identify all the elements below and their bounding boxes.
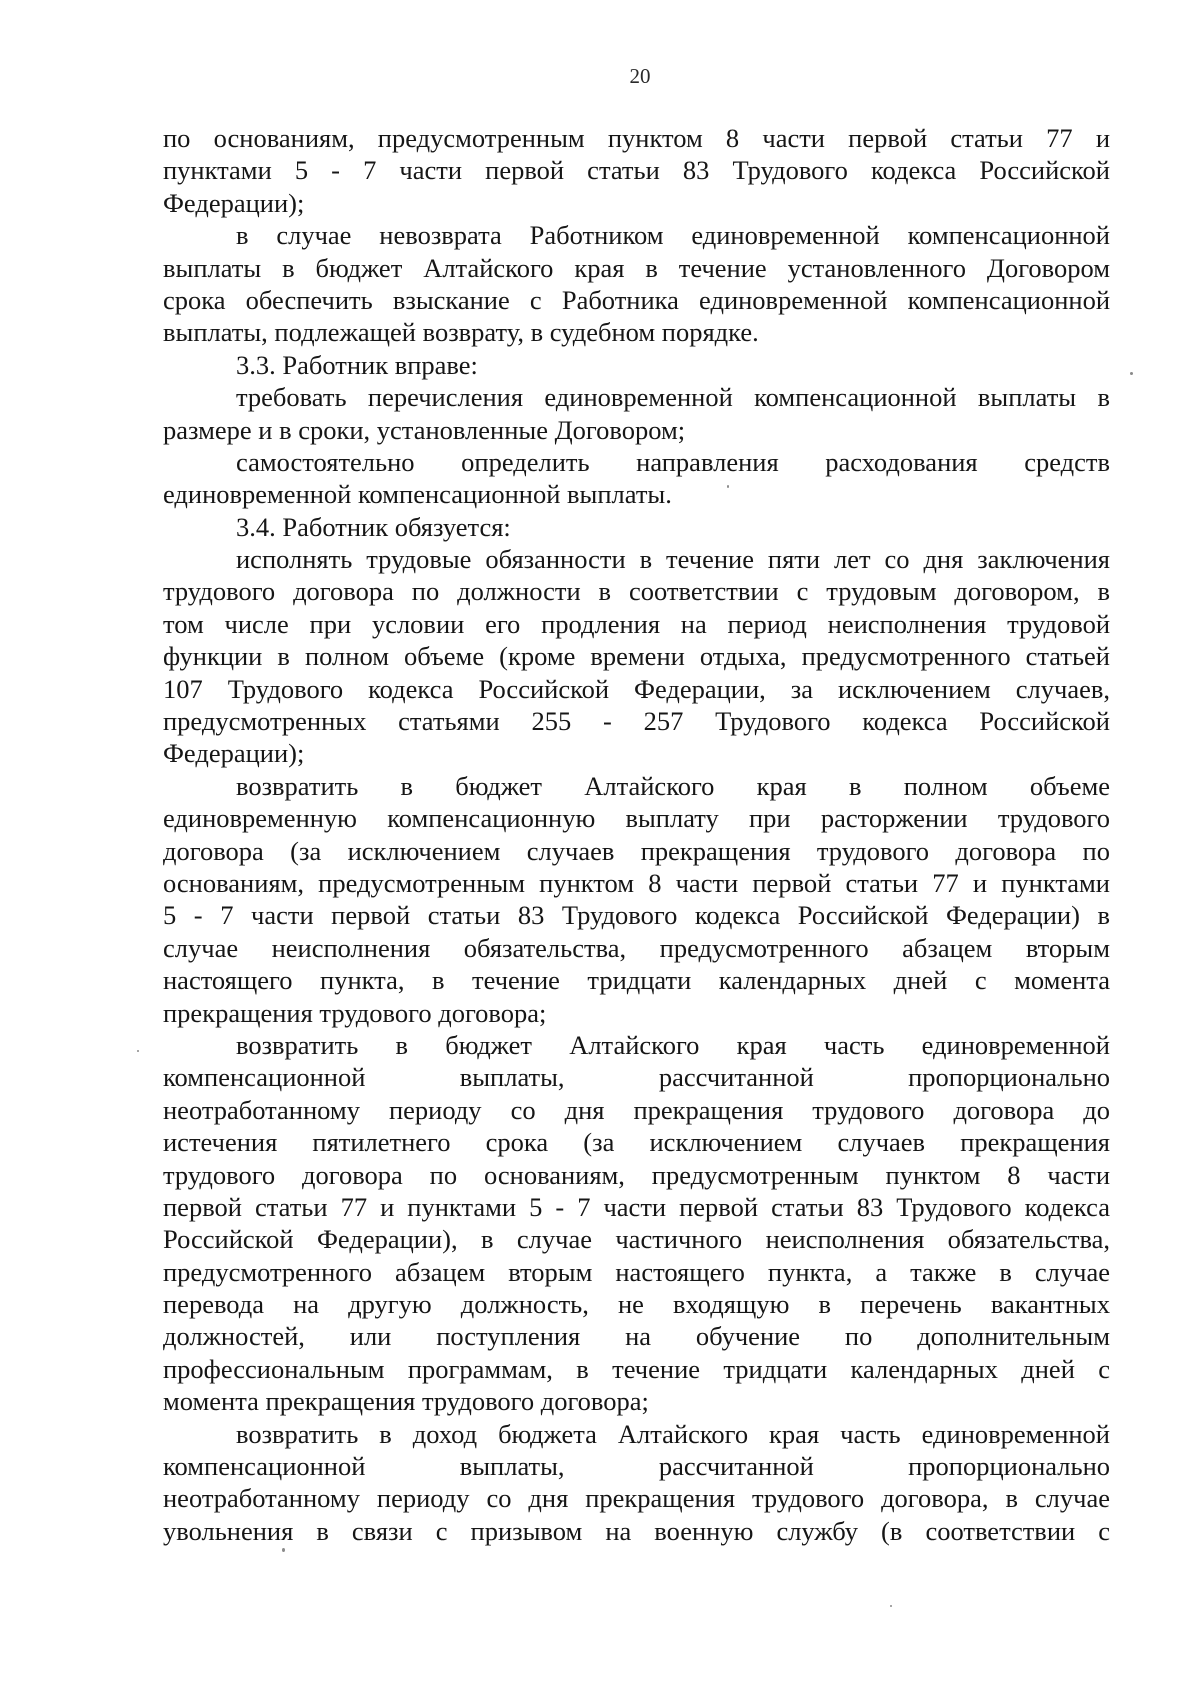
text-line: профессиональным программам, в течение тридцати календарных дней с: [163, 1353, 1110, 1384]
text-line: требовать перечисления единовременной компенсационной выплаты в: [236, 382, 1110, 413]
text-line: возвратить в бюджет Алтайского края часть единовременной: [236, 1029, 1110, 1060]
text-line: компенсационной выплаты, рассчитанной пропорционально: [163, 1062, 1110, 1093]
section-heading: 3.4. Работник обязуется:: [236, 511, 511, 542]
text-line: настоящего пункта, в течение тридцати календарных дней с момента: [163, 965, 1110, 996]
text-line: предусмотренных статьями 255 - 257 Трудового кодекса Российской: [163, 706, 1110, 737]
text-line: перевода на другую должность, не входящую в перечень вакантных: [163, 1289, 1110, 1320]
scan-speck: [282, 1548, 285, 1552]
text-line: первой статьи 77 и пунктами 5 - 7 части первой статьи 83 Трудового кодекса: [163, 1191, 1110, 1222]
text-line: единовременную компенсационную выплату при расторжении трудового: [163, 803, 1110, 834]
text-line: выплаты в бюджет Алтайского края в течение установленного Договором: [163, 252, 1110, 283]
text-line: срока обеспечить взыскание с Работника единовременной компенсационной: [163, 284, 1110, 315]
text-line: самостоятельно определить направления расходования средств: [236, 446, 1110, 477]
text-line: прекращения трудового договора;: [163, 997, 547, 1028]
text-line: функции в полном объеме (кроме времени отдыха, предусмотренного статьей: [163, 641, 1110, 672]
text-line: по основаниям, предусмотренным пунктом 8 части первой статьи 77 и: [163, 123, 1110, 153]
text-line: Федерации);: [163, 738, 305, 769]
text-line: том числе при условии его продления на период неисполнения трудовой: [163, 608, 1110, 639]
text-line: неотработанному периоду со дня прекращения трудового договора, в случае: [163, 1483, 1110, 1514]
text-line: Федерации);: [163, 187, 305, 218]
text-line: Российской Федерации), в случае частичного неисполнения обязательства,: [163, 1224, 1110, 1255]
scan-speck: [727, 485, 729, 488]
text-line: договора (за исключением случаев прекращения трудового договора по: [163, 835, 1110, 866]
scan-speck: [890, 1605, 892, 1607]
text-line: в случае невозврата Работником единовременной компенсационной: [236, 220, 1110, 251]
page-number: 20: [629, 64, 651, 88]
text-line: 5 - 7 части первой статьи 83 Трудового кодекса Российской Федерации) в: [163, 900, 1110, 931]
document-body: [163, 122, 1110, 1547]
text-line: неотработанному периоду со дня прекращения трудового договора до: [163, 1094, 1110, 1125]
text-line: трудового договора по должности в соответствии с трудовым договором, в: [163, 576, 1110, 607]
text-line: увольнения в связи с призывом на военную службу (в соответствии с: [163, 1515, 1110, 1546]
text-line: возвратить в доход бюджета Алтайского края часть единовременной: [236, 1418, 1110, 1449]
text-line: выплаты, подлежащей возврату, в судебном порядке.: [163, 317, 759, 348]
text-line: момента прекращения трудового договора;: [163, 1386, 649, 1417]
text-line: компенсационной выплаты, рассчитанной пропорционально: [163, 1451, 1110, 1482]
text-line: случае неисполнения обязательства, предусмотренного абзацем вторым: [163, 932, 1110, 963]
text-line: истечения пятилетнего срока (за исключением случаев прекращения: [163, 1127, 1110, 1158]
text-line: предусмотренного абзацем вторым настоящего пункта, а также в случае: [163, 1256, 1110, 1287]
scan-speck: [1130, 372, 1133, 375]
text-line: трудового договора по основаниям, предусмотренным пунктом 8 части: [163, 1159, 1110, 1190]
text-line: 107 Трудового кодекса Российской Федерации, за исключением случаев,: [163, 673, 1110, 704]
text-line: исполнять трудовые обязанности в течение пяти лет со дня заключения: [236, 544, 1110, 575]
scan-speck: [137, 1050, 139, 1052]
text-line: размере и в сроки, установленные Договором;: [163, 414, 686, 445]
text-line: основаниям, предусмотренным пунктом 8 части первой статьи 77 и пунктами: [163, 867, 1110, 898]
text-line: должностей, или поступления на обучение по дополнительным: [163, 1321, 1110, 1352]
text-line: возвратить в бюджет Алтайского края в полном объеме: [236, 770, 1110, 801]
text-line: единовременной компенсационной выплаты.: [163, 479, 672, 510]
section-heading: 3.3. Работник вправе:: [236, 349, 478, 380]
text-line: пунктами 5 - 7 части первой статьи 83 Трудового кодекса Российской: [163, 155, 1110, 186]
